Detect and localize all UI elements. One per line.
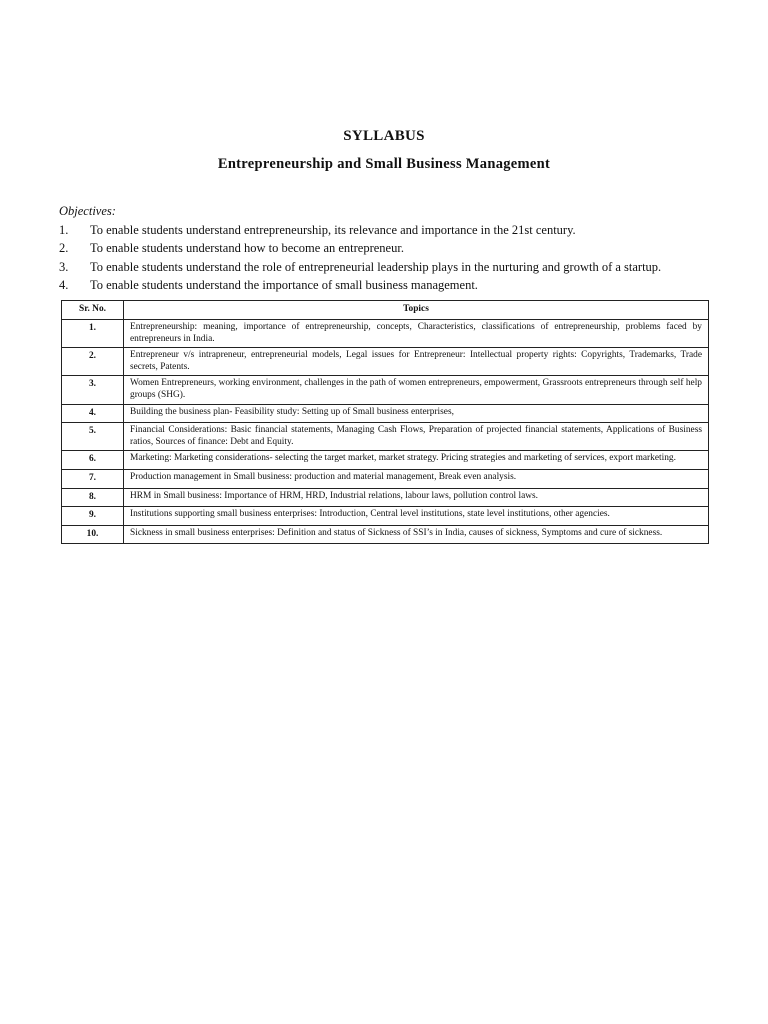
objective-text: To enable students understand the role of entrepreneurial leadership plays in the nurturing and growth of a startup. <box>90 259 662 274</box>
row-topic: Women Entrepreneurs, working environment, challenges in the path of women entrepreneurs, empowerment, Grassroots entrepreneurs through self help groups (SHG). <box>124 376 709 404</box>
row-number: 10. <box>62 525 124 544</box>
row-topic: HRM in Small business: Importance of HRM, HRD, Industrial relations, labour laws, pollution control laws. <box>124 488 709 507</box>
row-topic: Entrepreneurship: meaning, importance of entrepreneurship, concepts, Characteristics, classifications of entrepreneurship, problems faced by entrepreneurs in India. <box>124 320 709 348</box>
row-number: 1. <box>62 320 124 348</box>
table-row <box>62 525 709 544</box>
objective-text: To enable students understand how to become an entrepreneur. <box>90 241 404 255</box>
table-row <box>62 320 709 348</box>
page-title: SYLLABUS <box>343 128 425 144</box>
row-number: 3. <box>62 376 124 404</box>
objective-number: 4. <box>59 278 69 292</box>
objectives-section <box>59 202 719 295</box>
objective-item <box>59 221 719 240</box>
header-topics: Topics <box>124 301 709 320</box>
objective-text: To enable students understand entrepreneurship, its relevance and importance in the 21st century. <box>90 222 576 237</box>
row-number: 8. <box>62 488 124 507</box>
row-topic: Marketing: Marketing considerations- selecting the target market, market strategy. Pricing strategies and marketing of services, export marketing. <box>124 451 709 470</box>
row-number: 6. <box>62 451 124 470</box>
row-topic: Institutions supporting small business enterprises: Introduction, Central level institutions, state level institutions, other agencies. <box>124 507 709 526</box>
topics-table <box>61 300 709 544</box>
row-number: 2. <box>62 348 124 376</box>
row-topic: Financial Considerations: Basic financial statements, Managing Cash Flows, Preparation of projected financial statements, Applications of Business ratios, Sources of finance: Debt and Equity. <box>124 423 709 451</box>
row-number: 4. <box>62 404 124 423</box>
row-number: 7. <box>62 469 124 488</box>
table-row <box>62 348 709 376</box>
row-topic: Sickness in small business enterprises: Definition and status of Sickness of SSI’s in India, causes of sickness, Symptoms and cure of sickness. <box>124 525 709 544</box>
objective-item <box>59 239 719 258</box>
objective-item <box>59 258 719 277</box>
header-sr-no: Sr. No. <box>62 301 124 320</box>
table-row <box>62 469 709 488</box>
objective-number: 3. <box>59 259 69 274</box>
row-topic: Building the business plan- Feasibility study: Setting up of Small business enterprises, <box>124 404 709 423</box>
table-row <box>62 423 709 451</box>
objective-item <box>59 276 719 295</box>
table-row <box>62 404 709 423</box>
table-row <box>62 507 709 526</box>
row-number: 9. <box>62 507 124 526</box>
row-topic: Entrepreneur v/s intrapreneur, entrepreneurial models, Legal issues for Entrepreneur: Intellectual property rights: Copyrights, Trademarks, Trade secrets, Patents. <box>124 348 709 376</box>
row-topic: Production management in Small business: production and material management, Break even analysis. <box>124 469 709 488</box>
objective-number: 1. <box>59 222 69 237</box>
row-number: 5. <box>62 423 124 451</box>
objective-text: To enable students understand the importance of small business management. <box>90 278 478 292</box>
table-row <box>62 488 709 507</box>
objectives-heading: Objectives: <box>59 204 116 218</box>
objective-number: 2. <box>59 241 69 255</box>
table-row <box>62 376 709 404</box>
table-header-row <box>62 301 709 320</box>
course-title: Entrepreneurship and Small Business Management <box>217 156 551 172</box>
table-row <box>62 451 709 470</box>
